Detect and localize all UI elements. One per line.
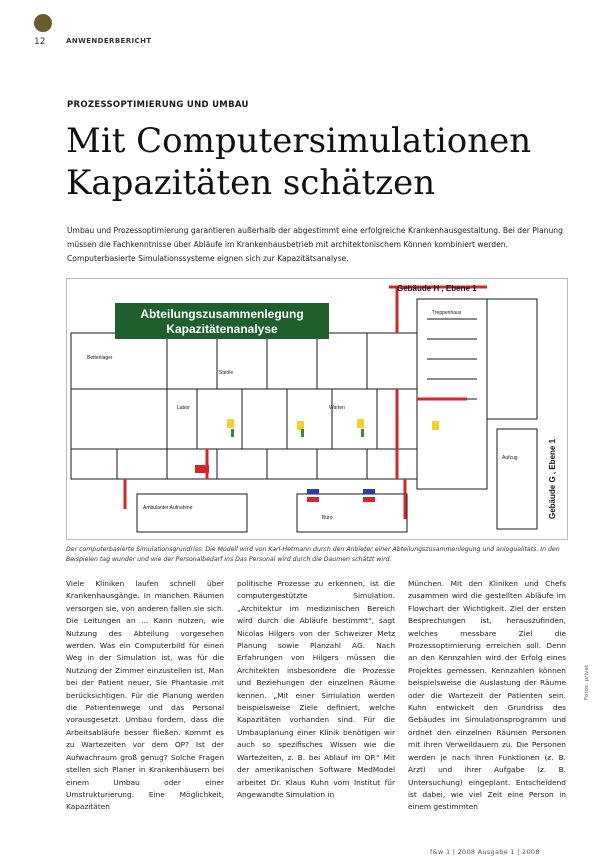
- floorplan-svg: [67, 279, 567, 539]
- room-label-corridor: Sterile: [219, 370, 234, 376]
- article-kicker: PROZESSOPTIMIERUNG UND UMBAU: [67, 100, 249, 110]
- page-number: 12: [34, 37, 46, 47]
- marker-yellow: [297, 421, 304, 430]
- room-label-bed: Bettenlager: [87, 355, 113, 361]
- banner-line-1: Abteilungszusammenlegung: [140, 307, 304, 321]
- photo-credit: Fotos: privat: [584, 665, 590, 700]
- marker-yellow: [227, 419, 234, 428]
- section-header: ANWENDERBERICHT: [66, 37, 152, 45]
- figure-caption: Der computerbasierte Simulationsgrundriss: Die Modell wird von Karl-Hetmann durch den Anbieter einer Abteilungszusammenlegung und anlogualitats. In den Beispielen tag wunder und wie der Personalbedarf ins Das Personal wird durch die Daumen schätzt wird.: [66, 546, 560, 563]
- body-column-2: politische Prozesse zu erkennen, ist die computergestützte Simulation. „Architektur im medizinischen Bereich wird durch die Abläufe bestimmt“, sagt Nicolas Hilgers von der Schweizer Metz Planung sowie Planzahl AG. Nach Erfahrungen von Hilgers müssen die Architekten insbesondere die Prozesse und Beziehungen der einzelnen Räume kennen. „Mit einer Simulation werden beispielsweise Ziele definiert, welche Kapazitäten vorhanden sind. Für die Umbauplanung einer Klinik benötigen wir auch so spezifisches Wissen wie die Wartezeiten, z. B. bei Ablauf im OP.“ Mit der amerikanischen Software MedModel arbeitet Dr. Klaus Kuhn vom Institut für Angewandte Simulation in: [237, 579, 395, 799]
- building-h-label: Gebäude H , Ebene 1: [397, 284, 477, 293]
- title-line-1: Mit Computersimulationen: [66, 121, 532, 161]
- marker-yellow: [357, 419, 364, 428]
- article-title: [66, 120, 566, 204]
- body-column-1: Viele Kliniken laufen schnell über Krankenhausgänge. In manchen Räumen versorgen sie, von anderen fallen sie sich. Die Leitungen an ... Kann nutzen, wie Nutzung des Abteilung vorgesehen werden. Was ein Computerbild für einen Weg in der Simulation ist, was für die Nutzung der Zimmer einzustellen ist. Man bei der Patient neuer, Sie Phantasie mit berücksichtigen. Für die Planung werden die Patientenwege und das Personal vorausgesetzt. Umbau fordern, dass die Arbeitsabläufe besser fließen. Kommt es zu Wartezeiten vor dem OP? Ist der Aufwachraum groß genug? Solche Fragen stellen sich Planer in Krankenhäusern bei einem Umbau oder einer Umstrukturierung. Eine Möglichkeit, Kapazitäten: [66, 579, 224, 812]
- marker-blue: [307, 489, 319, 494]
- magazine-logo-icon: [34, 14, 52, 32]
- room-label-waiting: Warten: [329, 405, 345, 411]
- banner-line-2: Kapazitätenanalyse: [166, 322, 278, 336]
- room-label-entry: Ambulanter Aufnahme: [143, 505, 193, 511]
- article-lead: Umbau und Prozessoptimierung garantieren außerhalb der abgestimmt eine erfolgreiche Krankenhausgestaltung. Bei der Planung müssen die Fachkenntnisse über Abläufe im Krankenhausbetrieb mit architektonischem Können kombiniert werden. Computerbasierte Simulationssysteme eignen sich zur Kapazitätsanalyse.: [67, 226, 563, 263]
- room-label-office: Büro: [322, 515, 333, 521]
- room-label-lab: Labor: [177, 405, 190, 411]
- floorplan-figure: [66, 278, 568, 540]
- marker-blue: [363, 489, 375, 494]
- room-label-lift: Aufzug: [502, 455, 518, 461]
- building-g-label: Gebäude G , Ebene 1: [548, 438, 557, 519]
- page-footer: f&w 1 | 2008 Ausgabe 1 | 2008: [430, 848, 540, 856]
- body-column-3: München. Mit den Kliniken und Chefs zusammen wird die gestellten Abläufe im Flowchart der Wichtigkeit. Ziel der ersten Besprechungen ist, herauszufinden, welches messbare Ziel die Prozessoptimierung erreichen soll. Denn an den Kennzahlen wird der Erfolg eines Projektes gemessen. Kennzahlen können beispielsweise die Auslastung der Räume oder die Wartezeit der Patienten sein. Kuhn entwickelt den Grundriss des Gebäudes im Simulationsprogramm und ordnet den einzelnen Räumen Personen mit ihren Verweildauern zu. Die Personen werden je nach ihren Funktionen (z. B. Arzt) und ihrer Aufgabe (z. B. Untersuchung) eingeplant. Entscheidend ist dabei, wie viel Zeit eine Person in einem gestimmten: [408, 579, 566, 812]
- marker-green: [231, 429, 234, 437]
- marker-green: [361, 429, 364, 437]
- marker-red: [363, 497, 375, 502]
- marker-yellow: [432, 421, 439, 430]
- title-line-2: Kapazitäten schätzen: [66, 163, 436, 203]
- marker-green: [301, 429, 304, 437]
- marker-red: [195, 465, 209, 473]
- marker-red: [307, 497, 319, 502]
- room-label-stairs: Treppenhaus: [432, 310, 462, 316]
